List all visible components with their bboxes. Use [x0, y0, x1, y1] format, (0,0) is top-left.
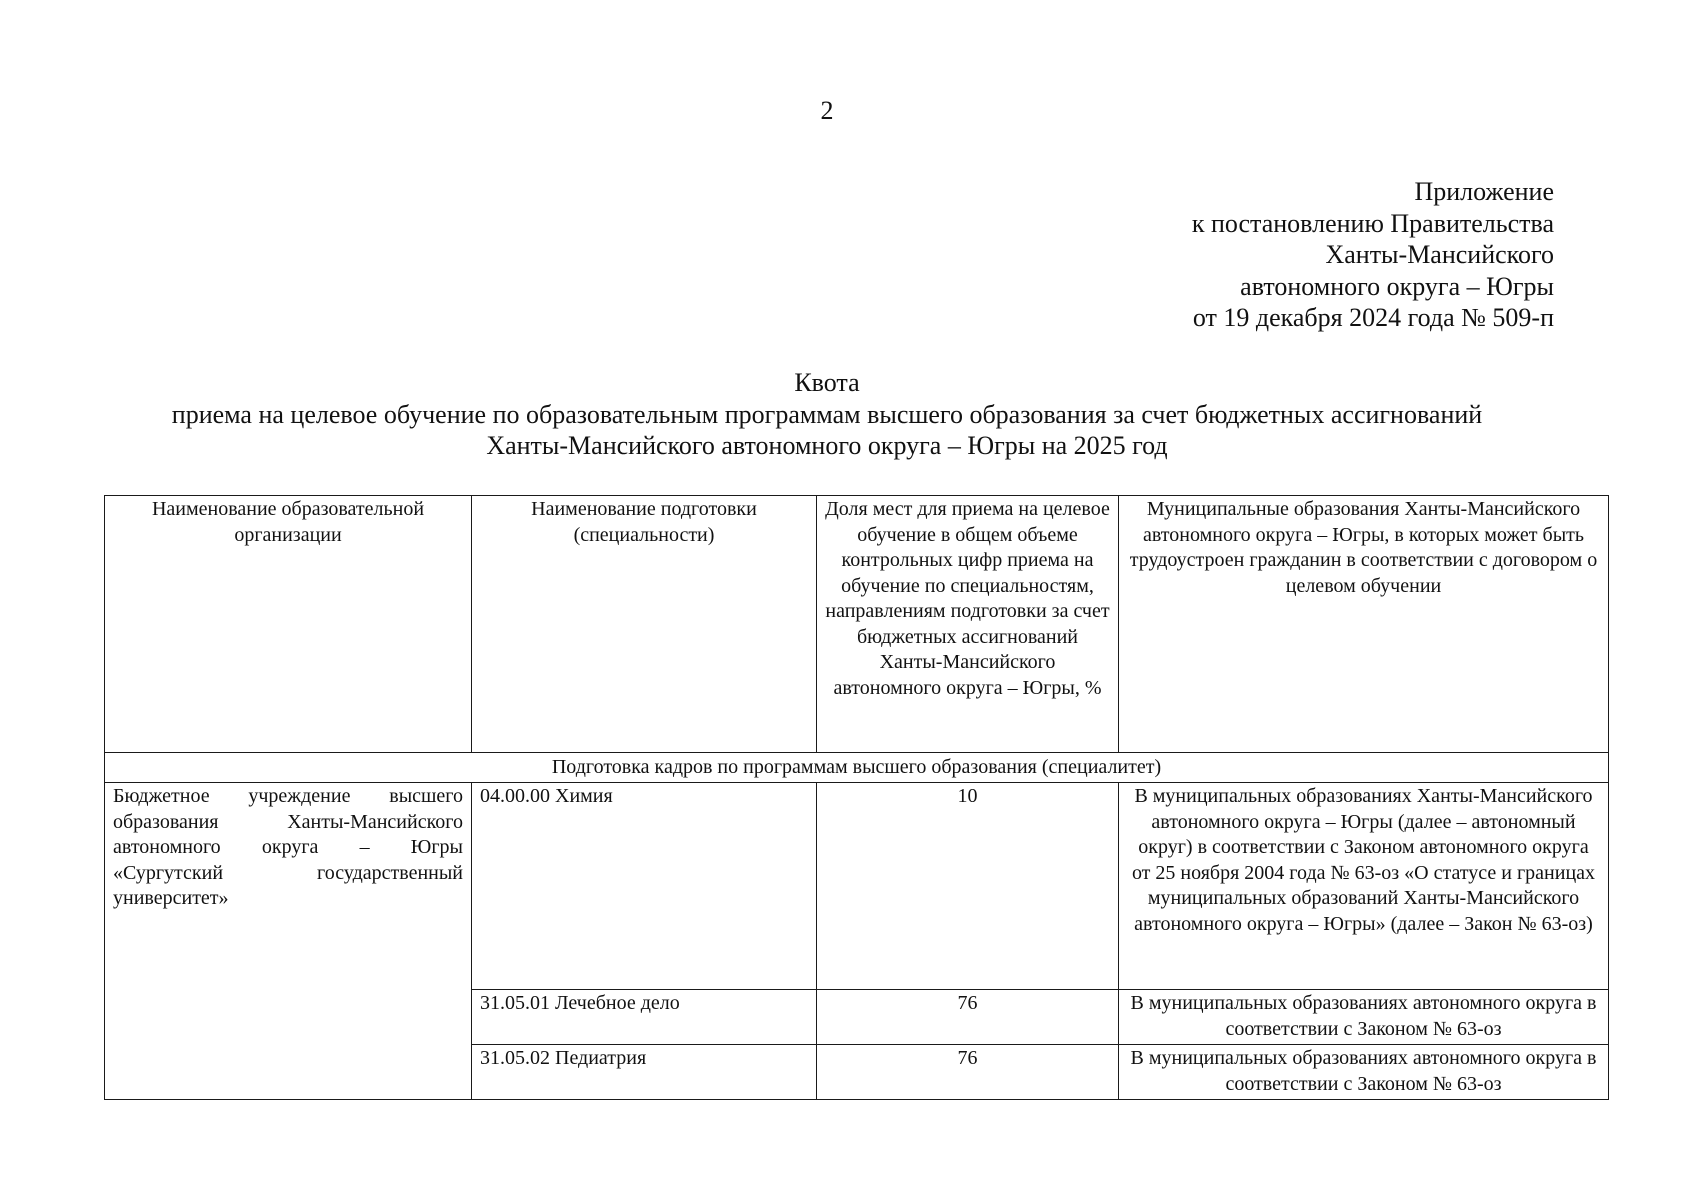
document-title [0, 367, 1654, 462]
quota-table [104, 495, 1609, 1100]
appendix-line: от 19 декабря 2024 года № 509-п [1192, 303, 1554, 332]
title-line: Ханты-Мансийского автономного округа – Югры на 2025 год [486, 431, 1168, 460]
specialty-cell: 31.05.01 Лечебное дело [472, 990, 817, 1045]
appendix-line: автономного округа – Югры [1240, 271, 1554, 301]
appendix-line: к постановлению Правительства [1191, 208, 1554, 238]
header-municipalities: Муниципальные образования Ханты-Мансийского автономного округа – Югры, в которых может быть трудоустроен гражданин в соответствии с договором о целевом обучении [1119, 496, 1609, 753]
page-number: 2 [820, 96, 834, 125]
appendix-line: Приложение [1414, 177, 1554, 206]
share-cell: 10 [817, 783, 1119, 990]
organization-cell: Бюджетное учреждение высшего образования Ханты-Мансийского автономного округа – Югры «Сургутский государственный университет» [105, 783, 472, 1100]
header-specialty: Наименование подготовки (специальности) [472, 496, 817, 753]
title-line: приема на целевое обучение по образовательным программам высшего образования за счет бюджетных ассигнований [171, 399, 1483, 429]
appendix-line: Ханты-Мансийского [1325, 240, 1554, 269]
specialty-cell: 04.00.00 Химия [472, 783, 817, 990]
municipalities-cell: В муниципальных образованиях автономного округа в соответствии с Законом № 63-оз [1119, 1045, 1609, 1100]
table-header-row [105, 496, 1609, 753]
header-share: Доля мест для приема на целевое обучение в общем объеме контрольных цифр приема на обучение по специальностям, направлениям подготовки за счет бюджетных ассигнований Ханты-Мансийского автономного округа – Югры, % [817, 496, 1119, 753]
share-cell: 76 [817, 990, 1119, 1045]
header-org: Наименование образовательной организации [105, 496, 472, 753]
section-row [105, 753, 1609, 783]
section-title: Подготовка кадров по программам высшего образования (специалитет) [105, 753, 1609, 783]
specialty-cell: 31.05.02 Педиатрия [472, 1045, 817, 1100]
title-line: Квота [794, 368, 860, 397]
share-cell: 76 [817, 1045, 1119, 1100]
table-row [105, 783, 1609, 990]
municipalities-cell: В муниципальных образованиях Ханты-Мансийского автономного округа – Югры (далее – автономный округ) в соответствии с Законом автономного округа от 25 ноября 2004 года № 63-оз «О статусе и границах муниципальных образований Ханты-Мансийского автономного округа – Югры» (далее – Закон № 63-оз) [1119, 783, 1609, 990]
municipalities-cell: В муниципальных образованиях автономного округа в соответствии с Законом № 63-оз [1119, 990, 1609, 1045]
appendix-block [1192, 176, 1554, 334]
